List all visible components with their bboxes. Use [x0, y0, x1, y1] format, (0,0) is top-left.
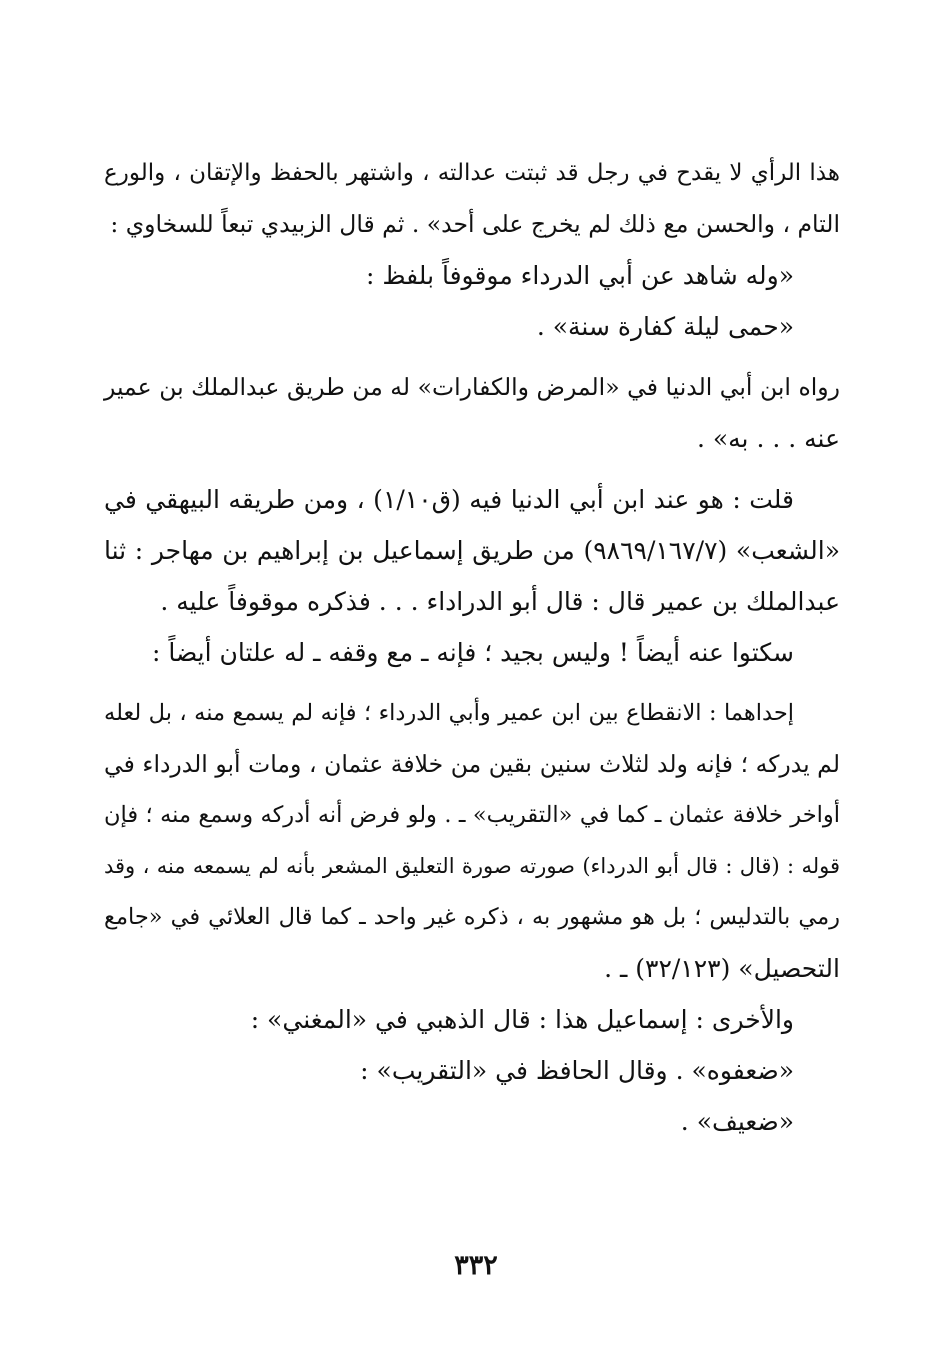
text-line-13: أواخر خلافة عثمان ـ كما في «التقريب» ـ . ولو فرض أنه أدركه وسمع منه ؛ فإن — [104, 802, 840, 828]
text-line-14: قوله : (قال : قال أبو الدرداء) صورته صورة التعليق المشعر بأنه لم يسمعه منه ، وقد — [104, 854, 840, 878]
text-line-2: التام ، والحسن مع ذلك لم يخرج على أحد» . ثم قال الزبيدي تبعاً للسخاوي : — [110, 210, 840, 238]
text-line-19: «ضعيف» . — [680, 1107, 794, 1136]
text-line-15: رمي بالتدليس ؛ بل هو مشهور به ، ذكره غير واحد ـ كما قال العلائي في «جامع — [104, 904, 840, 930]
text-line-16: التحصيل» (٣٢/١٢٣) ـ . — [604, 954, 840, 983]
text-line-7: قلت : هو عند ابن أبي الدنيا فيه (ق١/١٠) ، ومن طريقه البيهقي في — [104, 485, 795, 514]
text-line-4: «حمى ليلة كفارة سنة» . — [536, 312, 794, 341]
page-number: ٣٣٢ — [454, 1250, 498, 1281]
text-line-17: والأخرى : إسماعيل هذا : قال الذهبي في «المغني» : — [250, 1005, 794, 1034]
text-line-8: «الشعب» (٩٨٦٩/١٦٧/٧) من طريق إسماعيل بن إبراهيم بن مهاجر : ثنا — [104, 536, 840, 565]
text-line-10: سكتوا عنه أيضاً ! وليس بجيد ؛ فإنه ـ مع وقفه ـ له علتان أيضاً : — [152, 638, 794, 667]
text-line-5: رواه ابن أبي الدنيا في «المرض والكفارات» له من طريق عبدالملك بن عمير — [104, 373, 840, 401]
text-line-12: لم يدركه ؛ فإنه ولد لثلاث سنين بقين من خلافة عثمان ، ومات أبو الدرداء في — [104, 750, 840, 778]
text-line-11: إحداهما : الانقطاع بين ابن عمير وأبي الدرداء ؛ فإنه لم يسمع منه ، بل لعله — [104, 700, 794, 726]
text-line-3: «وله شاهد عن أبي الدرداء موقوفاً بلفظ : — [366, 261, 794, 290]
page-body-text — [104, 148, 840, 1147]
text-line-1: هذا الرأي لا يقدح في رجل قد ثبتت عدالته ، واشتهر بالحفظ والإتقان ، والورع — [104, 160, 840, 186]
text-line-18: «ضعفوه» . وقال الحافظ في «التقريب» : — [360, 1056, 794, 1085]
text-line-9: عبدالملك بن عمير قال : قال أبو الدراداء . . . فذكره موقوفاً عليه . — [160, 587, 840, 616]
text-line-6: عنه . . . به» . — [696, 424, 840, 453]
